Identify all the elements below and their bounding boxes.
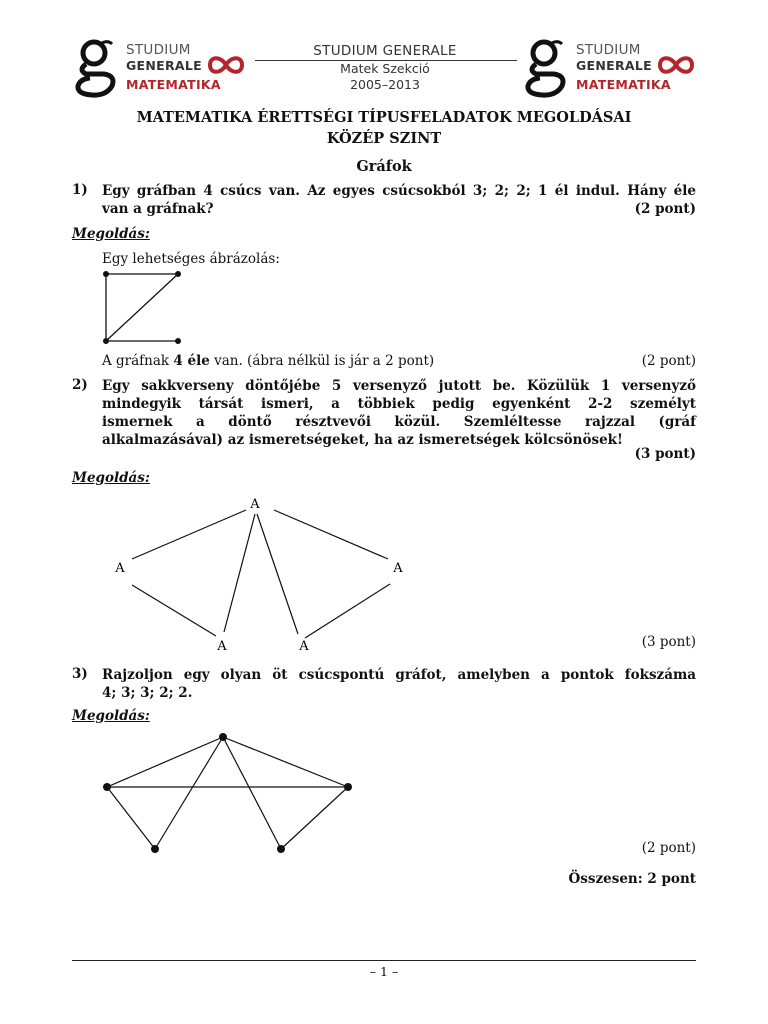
task-line: 4; 3; 3; 2; 2. — [102, 685, 193, 701]
vertex-label: A — [250, 497, 260, 512]
answer-suffix: van. (ábra nélkül is jár a 2 pont) — [209, 353, 435, 369]
logo-right — [522, 38, 697, 98]
graph-task3 — [100, 730, 360, 855]
logo-text-matematika: MATEMATIKA — [576, 77, 671, 92]
vertex-label: A — [217, 639, 227, 654]
logo-text-generale: GENERALE — [576, 58, 653, 73]
task-line: van a gráfnak? — [102, 201, 214, 217]
graph-edge — [107, 737, 223, 787]
document-title: MATEMATIKA ÉRETTSÉGI TÍPUSFELADATOK MEGOLDÁSAI — [136, 109, 632, 126]
graph-edge — [107, 787, 155, 849]
graph-vertex — [175, 338, 181, 344]
graph-edge — [132, 585, 216, 636]
task-line: Rajzoljon egy olyan öt csúcspontú gráfot, amelyben a pontok fokszáma — [102, 667, 696, 683]
solution-label: Megoldás: — [72, 226, 150, 242]
header-center-title: STUDIUM GENERALE — [313, 43, 457, 59]
solution-label: Megoldás: — [72, 708, 150, 724]
task-line: alkalmazásával) az ismeretségeket, ha az ismeretségek kölcsönösek! — [102, 432, 623, 448]
graph-edge — [224, 514, 255, 632]
graph-vertex — [103, 271, 109, 277]
document-level: KÖZÉP SZINT — [326, 130, 442, 147]
graph-edge — [281, 787, 348, 849]
logo-text-matematika: MATEMATIKA — [126, 77, 221, 92]
graph-vertex — [151, 845, 159, 853]
graph-edge — [274, 510, 388, 559]
task-text — [102, 666, 696, 702]
answer-line — [102, 352, 434, 370]
task-line: Egy gráfban 4 csúcs van. Az egyes csúcsokból 3; 2; 2; 1 él indul. Hány éle — [102, 183, 696, 199]
graph-task1 — [100, 268, 185, 348]
graph-vertex — [103, 783, 111, 791]
task-number: 3) — [72, 666, 88, 682]
answer-bold: 4 éle — [173, 353, 210, 369]
vertex-label: A — [393, 561, 403, 576]
graph-edge — [155, 737, 223, 849]
graph-vertex — [277, 845, 285, 853]
graph-edge — [223, 737, 281, 849]
page-number: – 1 – — [369, 964, 399, 979]
solution-intro: Egy lehetséges ábrázolás: — [102, 251, 280, 267]
vertex-label: A — [115, 561, 125, 576]
footer-divider — [72, 960, 696, 961]
graph-vertex — [344, 783, 352, 791]
header-center-subtitle: Matek Szekció — [340, 61, 430, 76]
total-points: Összesen: 2 pont — [568, 871, 696, 887]
graph-edge — [106, 274, 178, 341]
g-logo-icon — [72, 38, 120, 98]
answer-prefix: A gráfnak — [102, 353, 174, 369]
task-text — [102, 377, 696, 449]
task-number: 2) — [72, 377, 88, 393]
logo-text-studium: STUDIUM — [126, 42, 191, 58]
g-logo-icon — [522, 38, 570, 98]
task-points: (3 pont) — [634, 446, 696, 462]
header-center-years: 2005–2013 — [350, 77, 420, 92]
graph-vertex — [103, 338, 109, 344]
task-line: Egy sakkverseny döntőjébe 5 versenyző jutott be. Közülük 1 versenyző — [102, 378, 696, 394]
task-points: (2 pont) — [634, 201, 696, 217]
answer-points: (2 pont) — [641, 840, 696, 856]
task-line: ismernek a döntő résztvevői közül. Szemléltesse rajzzal (gráf — [102, 414, 696, 430]
graph-vertex — [219, 733, 227, 741]
infinity-icon — [654, 52, 698, 78]
graph-edge — [132, 510, 246, 559]
graph-task2 — [100, 490, 420, 665]
task-number: 1) — [72, 182, 88, 198]
logo-text-generale: GENERALE — [126, 58, 203, 73]
vertex-label: A — [299, 639, 309, 654]
task-text — [102, 182, 696, 218]
section-title: Gráfok — [356, 158, 412, 175]
graph-edge — [223, 737, 348, 787]
answer-points: (3 pont) — [641, 634, 696, 650]
graph-edge — [305, 584, 390, 638]
graph-vertex — [175, 271, 181, 277]
logo-text-studium: STUDIUM — [576, 42, 641, 58]
logo-left — [72, 38, 247, 98]
infinity-icon — [204, 52, 248, 78]
task-line: mindegyik társát ismeri, a többiek pedig egyenként 2-2 személyt — [102, 396, 696, 412]
solution-label: Megoldás: — [72, 470, 150, 486]
answer-points: (2 pont) — [641, 353, 696, 369]
graph-edge — [257, 514, 298, 634]
